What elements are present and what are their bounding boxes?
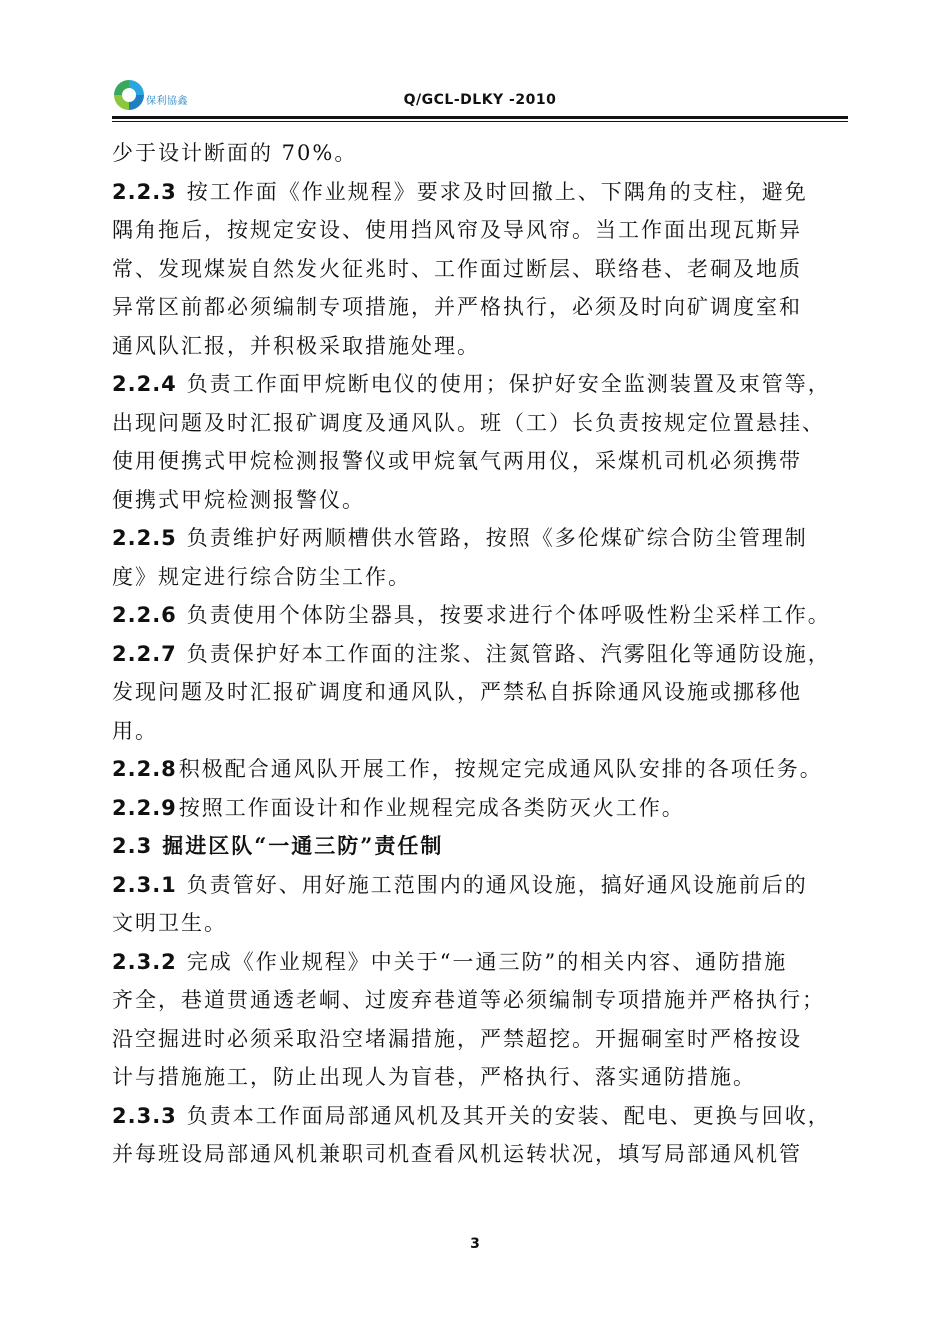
clause-line [112,635,848,674]
clause-number: 2.2.4 [112,372,177,396]
clause-line [112,943,848,982]
line-text: 异常区前都必须编制专项措施，并严格执行，必须及时向矿调度室和 [112,295,802,319]
line-text: 按照工作面设计和作业规程完成各类防灭火工作。 [178,795,685,820]
clause-number: 2.2.3 [112,179,177,204]
clause-number: 2.2.9 [112,795,177,820]
text-line [112,673,848,712]
text-line [112,327,848,366]
line-text: 按工作面《作业规程》要求及时回撤上、下隅角的支柱，避免 [186,179,808,204]
clause-line [112,1097,848,1136]
clause-number: 2.3.2 [112,949,177,974]
line-text: 并每班设局部通风机兼职司机查看风机运转状况，填写局部通风机管 [112,1142,802,1166]
text-line [112,1135,848,1174]
line-text: 度》规定进行综合防尘工作。 [112,564,411,589]
text-line [112,442,848,481]
document-body [112,134,848,1174]
text-line [112,1020,848,1059]
text-line [112,134,848,173]
section-number: 2.3 [112,834,153,858]
clause-line [112,519,848,558]
text-line [112,1058,848,1097]
section-title: 掘进区队“一通三防”责任制 [162,833,444,858]
clause-number: 2.3.3 [112,1103,177,1128]
text-line [112,981,848,1020]
line-text: 少于设计断面的 70%。 [112,141,358,165]
line-text: 负责保护好本工作面的注浆、注氮管路、汽雾阻化等通防设施， [186,641,831,666]
line-text: 负责本工作面局部通风机及其开关的安装、配电、更换与回收， [186,1103,831,1128]
line-text: 常、发现煤炭自然发火征兆时、工作面过断层、联络巷、老硐及地质 [112,256,802,281]
clause-line [112,789,848,828]
logo-text: 保利協鑫 [146,96,188,107]
line-text: 发现问题及时汇报矿调度和通风队，严禁私自拆除通风设施或挪移他 [112,680,802,704]
line-text: 负责使用个体防尘器具，按要求进行个体呼吸性粉尘采样工作。 [186,603,831,627]
clause-number: 2.2.6 [112,603,177,627]
text-line [112,288,848,327]
line-text: 负责维护好两顺槽供水管路，按照《多伦煤矿综合防尘管理制 [186,526,808,550]
line-text: 用。 [112,718,158,743]
line-text: 沿空掘进时必须采取沿空堵漏措施，严禁超挖。开掘硐室时严格按设 [112,1026,802,1051]
line-text: 便携式甲烷检测报警仪。 [112,487,365,512]
text-line [112,404,848,443]
line-text: 负责工作面甲烷断电仪的使用；保护好安全监测装置及束管等， [186,372,831,396]
section-heading [112,827,848,866]
line-text: 文明卫生。 [112,911,227,935]
header-rule-thin [112,121,848,122]
page-number: 3 [470,1236,480,1252]
line-text: 负责管好、用好施工范围内的通风设施，搞好通风设施前后的 [186,872,808,897]
text-line [112,712,848,751]
line-text: 出现问题及时汇报矿调度及通风队。班（工）长负责按规定位置悬挂、 [112,410,825,435]
text-line [112,250,848,289]
text-line [112,481,848,520]
line-text: 完成《作业规程》中关于“一通三防”的相关内容、通防措施 [186,949,788,974]
text-line [112,904,848,943]
text-line [112,558,848,597]
line-text: 积极配合通风队开展工作，按规定完成通风队安排的各项任务。 [178,757,823,781]
clause-line [112,365,848,404]
line-text: 齐全，巷道贯通透老峒、过废弃巷道等必须编制专项措施并严格执行； [112,988,825,1012]
page-header [112,78,848,122]
line-text: 通风队汇报，并积极采取措施处理。 [112,333,480,358]
clause-number: 2.2.7 [112,641,177,666]
line-text: 计与措施施工，防止出现人为盲巷，严格执行、落实通防措施。 [112,1065,756,1089]
clause-line [112,596,848,635]
line-text: 隅角拖后，按规定安设、使用挡风帘及导风帘。当工作面出现瓦斯异 [112,218,802,242]
clause-line [112,866,848,905]
document-code: Q/GCL-DLKY -2010 [403,92,557,108]
header-rule [112,116,848,119]
text-line [112,211,848,250]
clause-number: 2.2.5 [112,526,177,550]
clause-number: 2.2.8 [112,757,177,781]
clause-line [112,750,848,789]
line-text: 使用便携式甲烷检测报警仪或甲烷氧气两用仪，采煤机司机必须携带 [112,449,802,473]
clause-number: 2.3.1 [112,872,177,897]
clause-line [112,173,848,212]
